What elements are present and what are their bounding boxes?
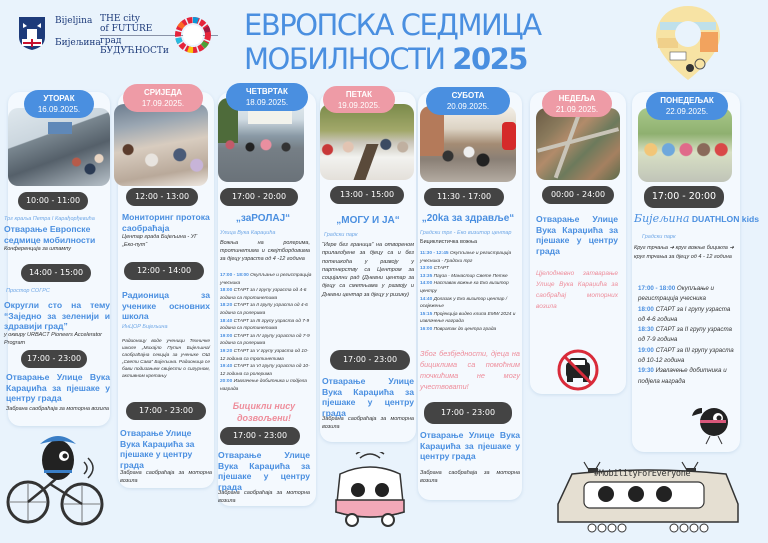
schedule-item: 19:00 СТАРТ за III групу узраста од 10-12 година <box>638 346 734 365</box>
event-title: Отварање Европске седмице мобилности <box>4 224 96 245</box>
city-name-latin: Bijeljina <box>55 16 93 26</box>
day-badge-friday <box>323 86 395 113</box>
event-title: Радионица за ученике основних школа <box>122 290 210 321</box>
event-location: Градски парк <box>324 232 358 238</box>
schedule-item: 16:00 Повратак до центра града <box>420 326 497 332</box>
event-time: 17:00 - 23:00 <box>220 427 300 445</box>
event-description: Круг трчања ➜ круг вожње бицикла ➜ круг трчања за дјецу од 4 - 12 година <box>634 245 734 260</box>
event-subtitle: Забрана саобраћаја за моторна возила <box>120 470 212 484</box>
schedule-item: 19:20 СТАРТ за V групу узраста од 10-12 година са тротинетима <box>220 348 309 362</box>
sdg-wheel-icon <box>172 14 214 56</box>
schedule-item: 17:00 - 18:00 Окупљање и регистрација учесника <box>220 273 312 286</box>
event-location: Градски парк <box>642 234 676 240</box>
event-description: Радионицу воде ученици Техничке школе „Михајло Пупин Бијељина/ саобраћајна секција за ученике ОШ „Свети Сава“ Бијељина. Радионица се бави подизањем свијести о сигурном, активном кретању <box>122 339 210 379</box>
event-time: 12:00 - 13:00 <box>126 188 198 206</box>
day-date: 18.09.2025. <box>245 97 289 107</box>
event-time: 17:00 - 23:00 <box>424 402 512 424</box>
event-schedule <box>420 250 520 334</box>
no-cars-icon <box>556 348 600 392</box>
day-column-wednesday <box>118 88 214 488</box>
schedule-item: 11:30 - 12:45 Окупљање и регистрација учесника - Градски трг <box>420 251 512 264</box>
day-name: СУБОТА <box>451 91 485 100</box>
event-photo-workshop <box>114 104 208 186</box>
event-title-script: Бијељина <box>634 212 690 225</box>
schedule-item: 18:00 СТАРТ за I групу узраста од 4-6 година са тротинетима <box>220 288 307 301</box>
title-line2 <box>244 42 541 76</box>
day-date: 16.09.2025. <box>37 104 81 114</box>
slogan-en <box>100 14 160 34</box>
day-date: 22.09.2025. <box>665 106 709 116</box>
event-location: Простор СОГРС <box>6 288 50 294</box>
event-time: 17:00 - 23:00 <box>21 350 87 368</box>
schedule-item: 13:00 СТАРТ <box>420 266 449 272</box>
day-name: СРИЈЕДА <box>143 88 183 97</box>
day-column-thursday <box>218 87 316 506</box>
event-title: Мониторинг протока саобраћаја <box>122 212 210 233</box>
schedule-item: 19:30 Извлачење добитника и подјела награда <box>638 367 727 385</box>
day-column-tuesday <box>4 92 110 426</box>
day-date: 17.09.2025. <box>141 98 185 108</box>
event-description: Вожња на ролерима, тротинетима и скејтбордовима за дјецу узраста од 4 -12 година <box>220 240 310 262</box>
schedule-item: 14:00 Наставак вожње ка Еко визитор центру <box>420 281 509 294</box>
schedule-item: 18:20 СТАРТ за II групу узраста од 4-6 година са ролерима <box>220 303 308 316</box>
day-column-monday <box>632 92 759 452</box>
event-subtitle: Забрана саобраћаја за моторна возила <box>322 416 414 430</box>
day-name: ПОНЕДЕЉАК <box>660 96 714 105</box>
event-title: Округли сто на тему “Заједно за зеленији и здравији град” <box>4 300 110 331</box>
walking-mascot-icon <box>688 398 736 446</box>
schedule-item: 14:40 Долазак у Еко визитор центар / освјежење <box>420 296 508 310</box>
event-photo-games <box>320 104 414 180</box>
event-time: 17:00 - 23:00 <box>126 402 206 420</box>
slogan-sr <box>100 36 169 56</box>
event-photo-cycling <box>420 106 516 182</box>
schedule-item: 18:00 СТАРТ за I групу узраста од 4-6 година <box>638 305 731 323</box>
event-title-main: DUATHLON kids <box>691 214 759 224</box>
schedule-item: 17:00 - 18:00 Окупљање и регистрација учесника <box>638 285 714 303</box>
event-title: Отварање Улице Вука Караџића за пјешаке у центру града <box>420 430 520 461</box>
tram-hashtag: #MobilityForEveryone <box>594 469 691 479</box>
schedule-item: 19:40 СТАРТ за VI групу узраста од 10-12 година са ролерима <box>220 364 310 377</box>
title-year: 2025 <box>452 42 527 76</box>
event-subtitle: Забрана саобраћаја за моторна возила <box>218 490 310 504</box>
event-location: Улица Вука Караџића <box>220 230 276 236</box>
day-badge-sunday <box>542 90 612 117</box>
event-time: 10:00 - 11:00 <box>18 192 88 210</box>
event-subtitle: Забрана саобраћаја за моторна возила <box>420 470 520 484</box>
city-crest-icon <box>17 15 47 51</box>
autonomous-bus-illustration-icon <box>330 452 410 538</box>
event-location: ИнЦОР Бијељина <box>122 324 168 330</box>
event-warning: Цјелодневно затварање Улице Вука Караџића за саобраћај моторних возила <box>536 270 618 310</box>
event-warning: Бицикли нису дозвољени! <box>232 401 296 423</box>
schedule-item: 18:40 СТАРТ за III групу узраста од 7-9 година са тротинетима <box>220 318 310 332</box>
event-time: 17:00 - 20:00 <box>644 186 724 208</box>
event-location: Градски трг - Еко визитор центар <box>420 230 512 236</box>
day-date: 21.09.2025. <box>555 104 599 114</box>
day-date: 20.09.2025. <box>446 101 490 111</box>
event-photo-aerial-city <box>536 108 620 180</box>
location-pin-illustration-icon <box>648 2 728 84</box>
event-title: Отварање Улице Вука Караџића за пјешаке у центру града <box>120 428 195 470</box>
page-title <box>244 8 541 76</box>
day-name: ПЕТАК <box>345 90 373 99</box>
event-description: “Игре без граница” на отвореном прилагођене за дјецу са и без потешкоћа у развоју у партнерству са Центром за социјални рад (Дневни центар за дјецу са сметњама у развоју и Дневни центар за дјецу у ризику) <box>322 242 414 298</box>
event-warning: Због безбједности, дјеца на бициклима са помоћним точкићима не могу учествовати! <box>420 349 520 391</box>
event-subtitle: Центар града Бијељина - УГ „Еко-пут“ <box>122 234 198 248</box>
day-badge-monday <box>646 92 728 120</box>
event-time: 11:30 - 17:00 <box>424 188 504 206</box>
event-title: Отварање Улице Вука Караџића за пјешаке у центру града <box>6 372 110 403</box>
event-time: 13:00 - 15:00 <box>330 186 404 204</box>
event-time: 17:00 - 23:00 <box>330 350 410 370</box>
event-time: 12:00 - 14:00 <box>124 262 204 280</box>
event-subtitle: Конференција за штампу <box>4 246 71 252</box>
event-title: „20ka за здравље“ <box>421 213 515 224</box>
event-location: Трг краља Петра I Карађорђевића <box>4 216 95 222</box>
slogan-en-line2: of FUTURE <box>100 24 153 34</box>
schedule-item: 13:35 Пауза - Манастир Свете Петке <box>420 273 508 279</box>
event-title: Отварање Улице Вука Караџића за пјешаке у центру града <box>218 450 310 492</box>
event-title <box>634 212 759 225</box>
day-column-sunday <box>530 92 626 394</box>
event-title: Отварање Улице Вука Караџића за пјешаке у центру града <box>536 214 618 256</box>
tram-illustration <box>554 456 742 542</box>
slogan-sr-line1: град <box>100 36 122 46</box>
event-title: Отварање Улице Вука Караџића за пјешаке у центру града <box>322 376 414 418</box>
schedule-item: 15:15 Пројекција видео клипа EMW 2024 и извлачење награда <box>420 311 516 325</box>
day-badge-saturday <box>426 87 510 115</box>
day-badge-wednesday <box>123 84 203 112</box>
day-name: НЕДЕЉА <box>558 94 596 103</box>
event-time: 17:00 - 20:00 <box>220 188 298 206</box>
event-photo-conference <box>8 108 110 186</box>
schedule-item: 19:00 СТАРТ за IV групу узраста од 7-9 година са ролерима <box>220 333 310 347</box>
day-name: УТОРАК <box>43 94 75 103</box>
slogan-en-line1: THE city <box>100 14 140 24</box>
city-name-cyrillic: Бијељина <box>55 38 101 48</box>
schedule-item: 20:00 Извлачење добитника и подјела награда <box>220 379 307 392</box>
event-subtitle: Бициклистичка вожња <box>420 239 478 245</box>
event-schedule <box>638 284 738 387</box>
event-time: 00:00 - 24:00 <box>542 186 614 204</box>
slogan-sr-line2: БУДУЋНОСТи <box>100 46 169 56</box>
day-badge-thursday <box>226 83 308 111</box>
day-name: ЧЕТВРТАК <box>246 87 288 96</box>
title-line1: ЕВРОПСКА СЕДМИЦА <box>244 8 541 42</box>
day-column-friday <box>320 92 416 442</box>
event-subtitle: Забрана саобраћаја за моторна возила <box>6 406 109 412</box>
event-title: „заРОЛАЈ“ <box>235 213 291 224</box>
day-badge-tuesday <box>24 90 94 118</box>
event-title: „МОГУ И ЈА“ <box>336 215 400 226</box>
event-schedule <box>220 272 312 394</box>
day-column-saturday <box>418 92 522 500</box>
cyclist-mascot-icon <box>6 428 106 530</box>
header <box>0 0 768 82</box>
schedule-item: 18:30 СТАРТ за II групу узраста од 7-9 година <box>638 326 732 344</box>
day-date: 19.09.2025. <box>337 100 381 110</box>
title-line2-text: МОБИЛНОСТИ <box>244 42 445 76</box>
event-subtitle: у оквиру URBACT Pioneers Accelerator Program <box>4 332 103 346</box>
event-time: 14:00 - 15:00 <box>21 264 91 282</box>
